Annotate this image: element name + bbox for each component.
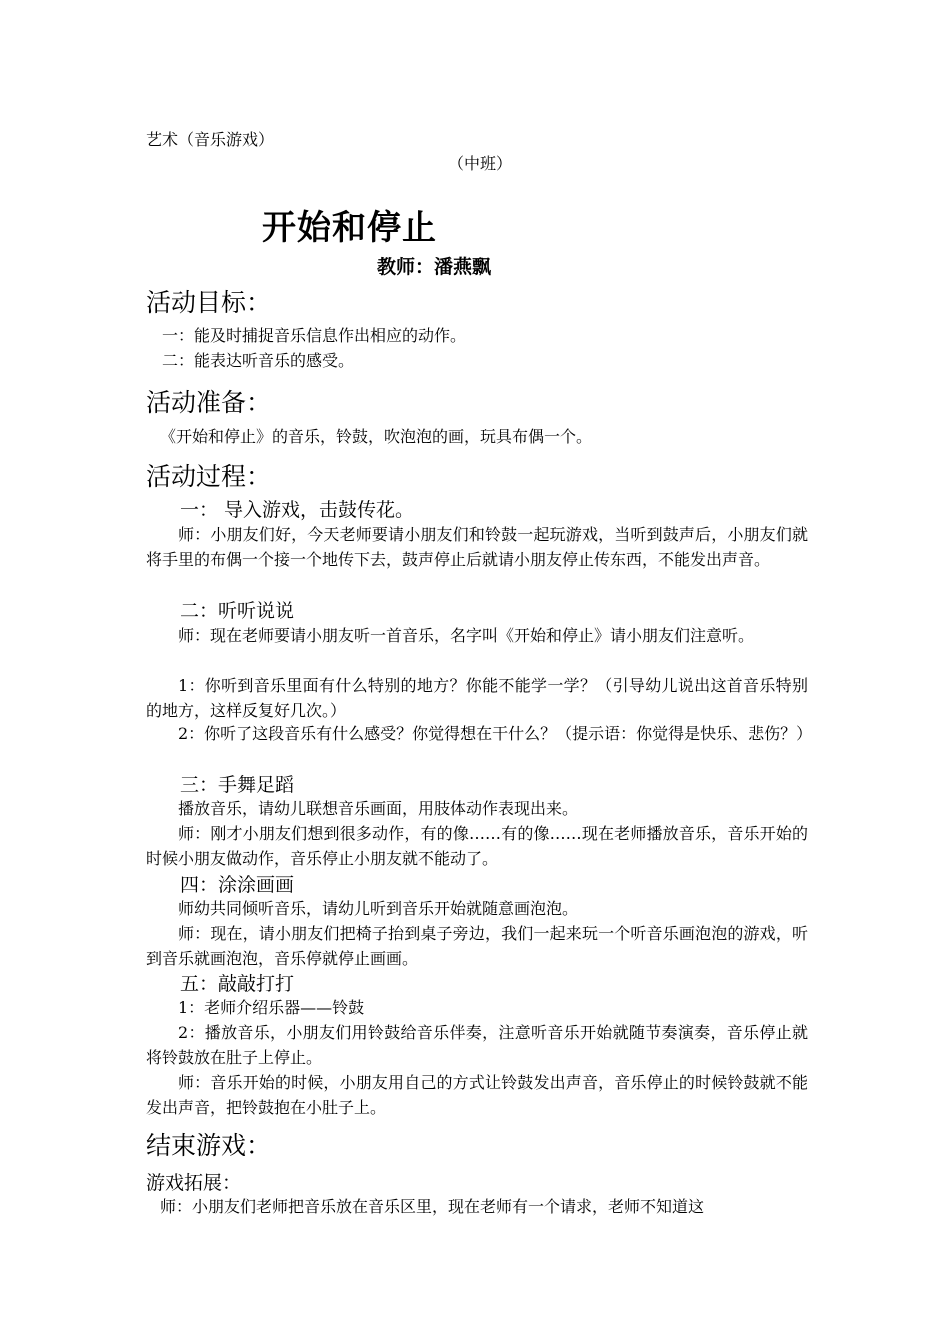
lesson-title: 开始和停止 <box>262 208 437 248</box>
step-4-paragraph-1: 师幼共同倾听音乐，请幼儿听到音乐开始就随意画泡泡。 <box>178 899 579 918</box>
step-4-paragraph-2: 师：现在，请小朋友们把椅子抬到桌子旁边，我们一起来玩一个听音乐画泡泡的游戏，听到音乐就画泡泡，音乐停就停止画画。 <box>146 924 808 968</box>
goals-heading: 活动目标： <box>146 288 272 317</box>
grade-label: （中班） <box>448 154 513 173</box>
subject-label: 艺术（音乐游戏） <box>146 130 275 149</box>
step-1-paragraph: 师：小朋友们好，今天老师要请小朋友们和铃鼓一起玩游戏，当听到鼓声后，小朋友们就将手里的布偶一个接一个地传下去，鼓声停止后就请小朋友停止传东西，不能发出声音。 <box>146 525 808 569</box>
goal-item-1: 一：能及时捕捉音乐信息作出相应的动作。 <box>162 326 467 345</box>
preparation-text: 《开始和停止》的音乐，铃鼓，吹泡泡的画，玩具布偶一个。 <box>160 427 593 446</box>
step-5-title: 五：敲敲打打 <box>180 973 295 995</box>
step-1-title: 一： 导入游戏，击鼓传花。 <box>180 499 415 521</box>
process-heading: 活动过程： <box>146 462 272 491</box>
step-2-paragraph-3: 2：你听了这段音乐有什么感受？你觉得想在干什么？（提示语：你觉得是快乐、悲伤？） <box>178 724 813 743</box>
step-3-title: 三：手舞足蹈 <box>180 774 295 796</box>
step-5-paragraph-3: 师：音乐开始的时候，小朋友用自己的方式让铃鼓发出声音，音乐停止的时候铃鼓就不能发出声音，把铃鼓抱在小肚子上。 <box>146 1073 808 1117</box>
teacher-name: 教师：潘燕飘 <box>377 256 492 278</box>
step-3-paragraph-2: 师：刚才小朋友们想到很多动作，有的像……有的像……现在老师播放音乐，音乐开始的时候小朋友做动作，音乐停止小朋友就不能动了。 <box>146 824 808 868</box>
extension-heading: 游戏拓展： <box>146 1172 242 1194</box>
step-2-paragraph-2: 1：你听到音乐里面有什么特别的地方？你能不能学一学？（引导幼儿说出这首音乐特别的地方，这样反复好几次。） <box>146 676 808 720</box>
preparation-heading: 活动准备： <box>146 388 272 417</box>
step-2-paragraph-1: 师：现在老师要请小朋友听一首音乐，名字叫《开始和停止》请小朋友们注意听。 <box>178 626 755 645</box>
step-4-title: 四：涂涂画画 <box>180 874 295 896</box>
ending-heading: 结束游戏： <box>146 1131 272 1160</box>
step-2-title: 二：听听说说 <box>180 600 295 622</box>
step-3-paragraph-1: 播放音乐，请幼儿联想音乐画面，用肢体动作表现出来。 <box>178 799 579 818</box>
step-5-paragraph-2: 2：播放音乐，小朋友们用铃鼓给音乐伴奏，注意听音乐开始就随节奏演奏，音乐停止就将铃鼓放在肚子上停止。 <box>146 1023 808 1067</box>
extension-text: 师：小朋友们老师把音乐放在音乐区里，现在老师有一个请求，老师不知道这 <box>160 1197 705 1216</box>
goal-item-2: 二：能表达听音乐的感受。 <box>162 351 355 370</box>
step-5-paragraph-1: 1：老师介绍乐器——铃鼓 <box>178 998 365 1017</box>
